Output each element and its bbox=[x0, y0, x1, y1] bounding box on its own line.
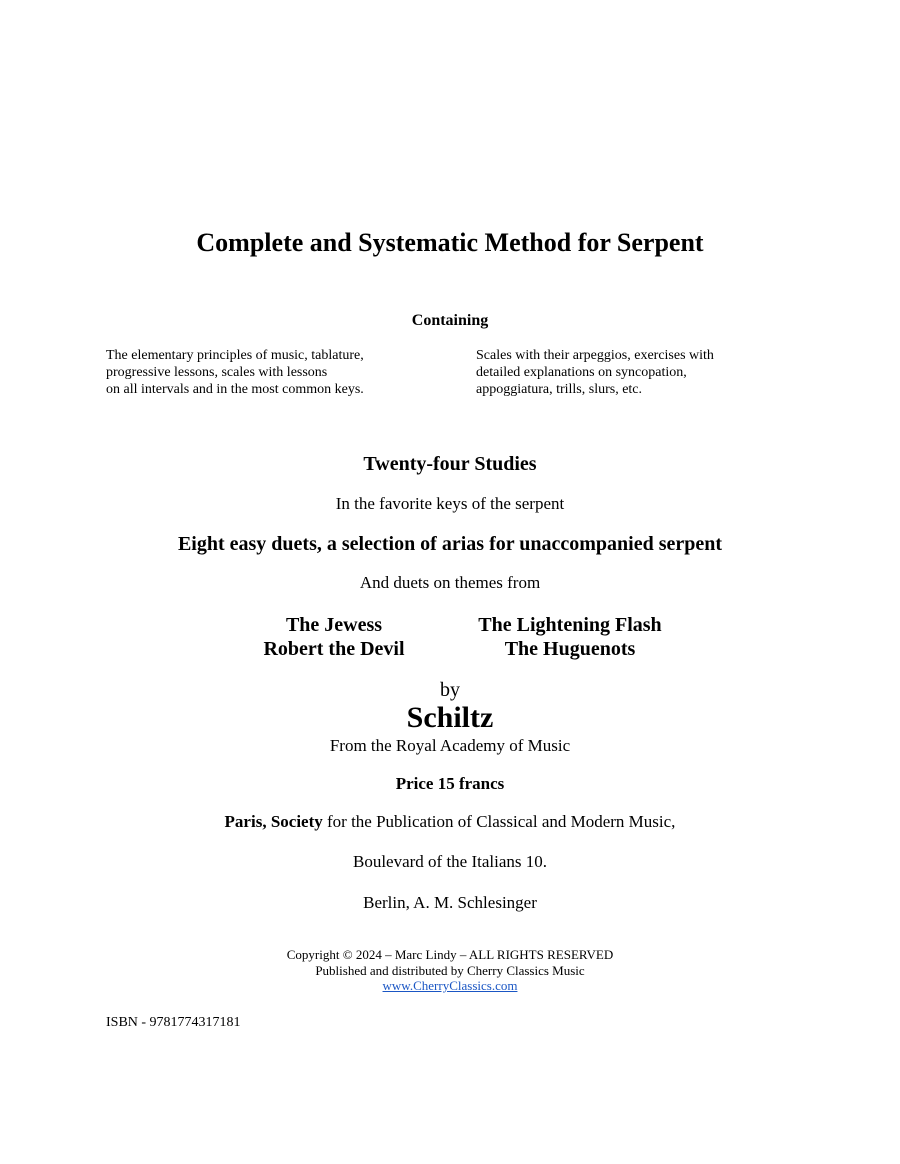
copyright-line: Copyright © 2024 – Marc Lindy – ALL RIGHTS RESERVED bbox=[286, 947, 614, 962]
isbn: ISBN - 9781774317181 bbox=[106, 1015, 241, 1030]
price: Price 15 francs bbox=[395, 774, 505, 793]
duets-heading: Eight easy duets, a selection of arias for unaccompanied serpent bbox=[177, 533, 723, 555]
studies-subtitle: In the favorite keys of the serpent bbox=[335, 494, 565, 513]
theme-title: The Huguenots bbox=[504, 638, 636, 660]
theme-title: The Lightening Flash bbox=[478, 614, 662, 636]
website-link[interactable]: www.CherryClassics.com bbox=[382, 978, 518, 993]
by-label: by bbox=[440, 679, 460, 701]
publisher-name: for the Publication of Classical and Modern Music, bbox=[322, 812, 676, 831]
studies-heading: Twenty-four Studies bbox=[363, 453, 537, 475]
copyright-block bbox=[0, 947, 900, 994]
themes-left-column bbox=[234, 613, 434, 661]
containing-heading: Containing bbox=[411, 312, 489, 329]
contents-right-column: Scales with their arpeggios, exercises with detailed explanations on syncopation, appoggiatura, trills, slurs, etc. bbox=[476, 348, 714, 397]
distributor-line: Published and distributed by Cherry Classics Music bbox=[315, 962, 585, 978]
theme-title: The Jewess bbox=[285, 614, 383, 636]
contents-left-column: The elementary principles of music, tablature, progressive lessons, scales with lessons on all intervals and in the most common keys. bbox=[106, 348, 364, 397]
themes-right-column bbox=[454, 613, 686, 661]
author-affiliation: From the Royal Academy of Music bbox=[329, 736, 571, 755]
publisher-city: Paris, Society bbox=[224, 812, 323, 831]
publisher-line bbox=[0, 812, 900, 832]
publisher-address: Boulevard of the Italians 10. bbox=[352, 852, 548, 871]
themes-intro: And duets on themes from bbox=[359, 573, 541, 592]
author-name: Schiltz bbox=[406, 701, 494, 734]
theme-title: Robert the Devil bbox=[263, 638, 405, 660]
page-title: Complete and Systematic Method for Serpent bbox=[196, 228, 704, 257]
berlin-publisher: Berlin, A. M. Schlesinger bbox=[363, 893, 537, 912]
